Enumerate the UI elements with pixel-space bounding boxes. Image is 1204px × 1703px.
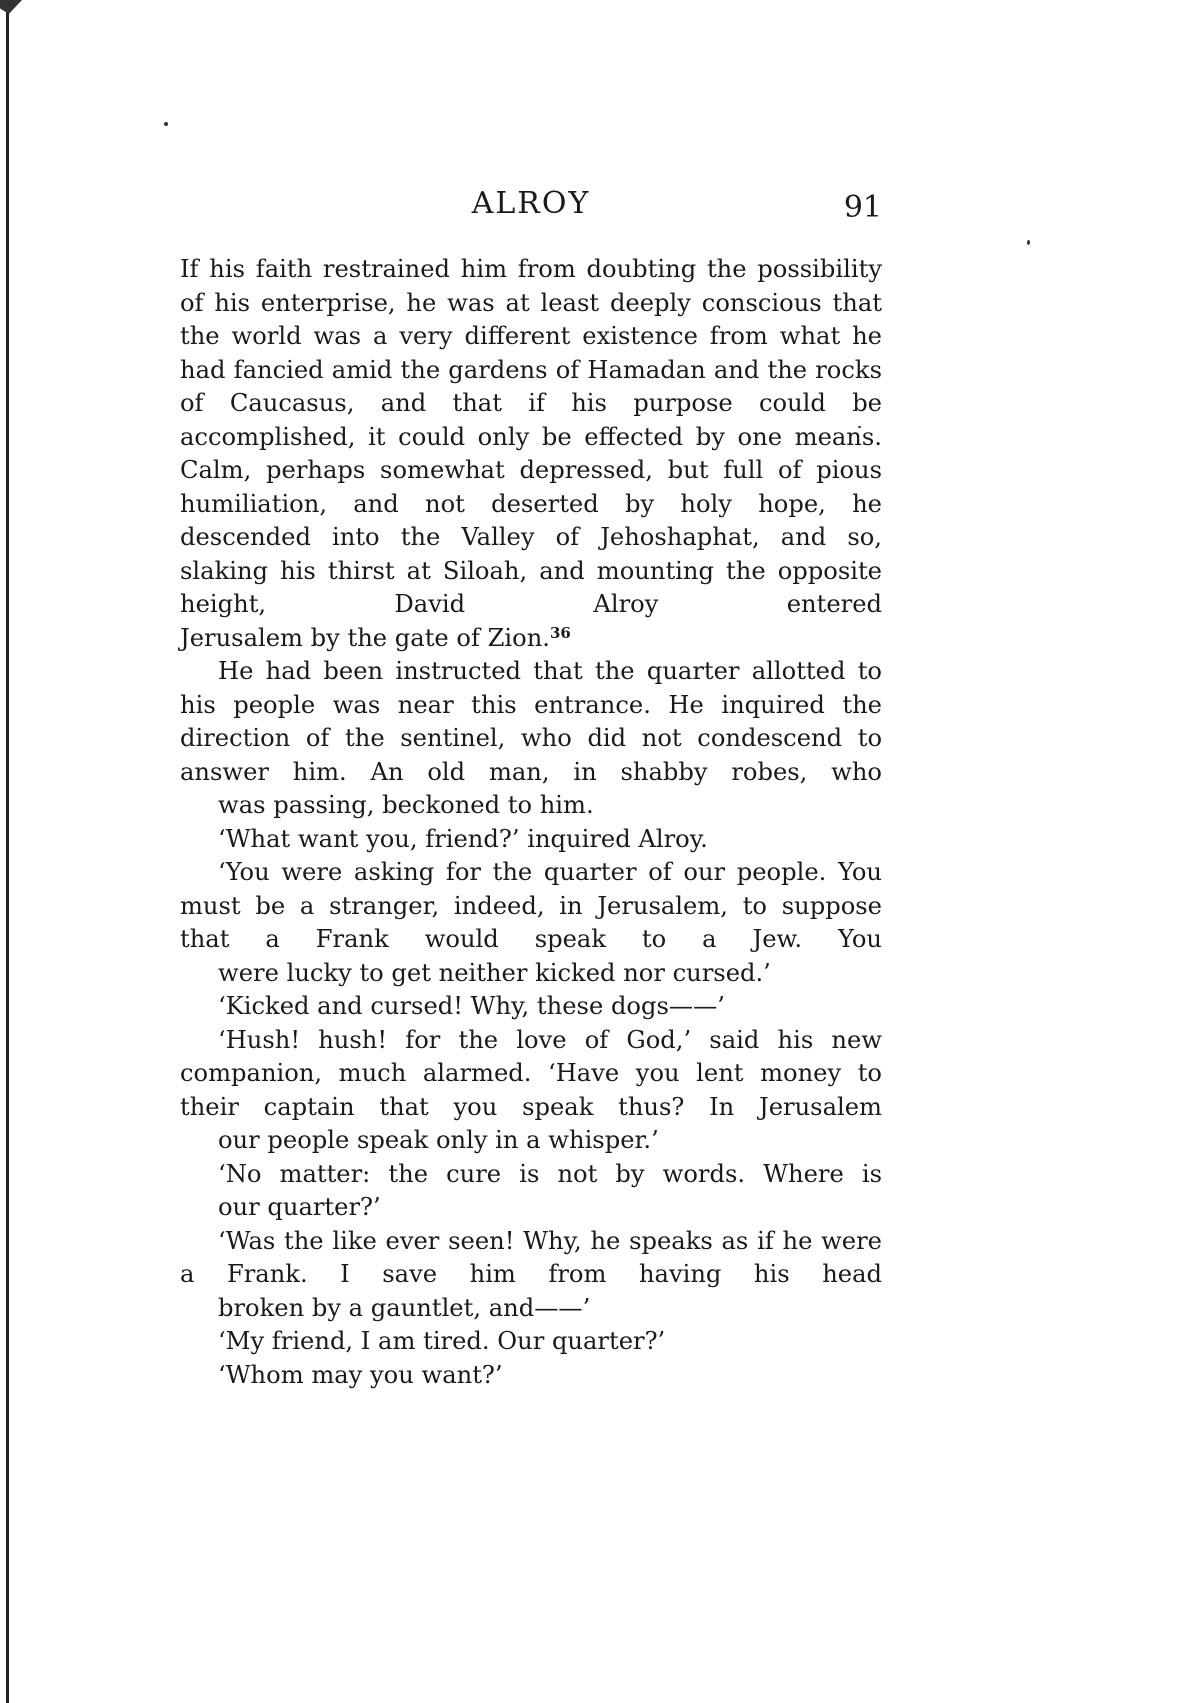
- paragraph-last-line: ‘What want you, friend?’ inquired Alroy.: [218, 824, 708, 853]
- paragraph: [180, 1158, 882, 1225]
- paragraph-text: ‘You were asking for the quarter of our people. You must be a stranger, indeed, in Jerusalem, to suppose that a Frank would speak to a Jew. You: [180, 858, 882, 953]
- paragraph-last-line: ‘Whom may you want?’: [218, 1360, 503, 1389]
- ink-speck: [164, 122, 168, 126]
- footnote-reference: 36: [550, 623, 571, 642]
- paragraph: [180, 1325, 882, 1359]
- paragraph-text: He had been instructed that the quarter allotted to his people was near this entrance. He inquired the direction of the sentinel, who did not condescend to answer him. An old man, in shabby robes, who: [180, 657, 882, 786]
- paragraph: [180, 856, 882, 990]
- paragraph-last-line: our quarter?’: [218, 1193, 381, 1221]
- paragraph: [180, 1225, 882, 1326]
- body-text: [180, 253, 882, 1392]
- paragraph-last-line: were lucky to get neither kicked nor cursed.’: [218, 958, 771, 987]
- paragraph-last-line: broken by a gauntlet, and——’: [218, 1293, 591, 1322]
- paragraph: [180, 655, 882, 823]
- paragraph-text: If his faith restrained him from doubting the possibility of his enterprise, he was at least deeply conscious that the world was a very different existence from what he had fancied amid the gardens of Hamadan and the rocks of Caucasus, and that if his purpose could be accomplished, it could only be effected by one means. Calm, perhaps somewhat depressed, but full of pious humiliation, and not deserted by holy hope, he descended into the Valley of Jehoshaphat, and so, slaking his thirst at Siloah, and mounting the opposite height, David Alroy entered: [180, 255, 882, 618]
- paragraph: [180, 253, 882, 655]
- paragraph-last-line: ‘My friend, I am tired. Our quarter?’: [218, 1327, 666, 1355]
- paragraph-text: ‘No matter: the cure is not by words. Where is: [218, 1159, 882, 1188]
- spine-corner-mark: [0, 0, 22, 14]
- paragraph-text: ‘Was the like ever seen! Why, he speaks as if he were a Frank. I save him from having his head: [180, 1226, 882, 1288]
- paragraph-last-line-text: Jerusalem by the gate of Zion.: [180, 623, 550, 652]
- paragraph: [180, 1024, 882, 1158]
- paragraph-last-line: [180, 622, 882, 656]
- paragraph-last-line: ‘Kicked and cursed! Why, these dogs——’: [218, 992, 725, 1020]
- page-number: 91: [843, 190, 882, 225]
- paragraph: [180, 823, 882, 857]
- paragraph: [180, 990, 882, 1024]
- paragraph-last-line: was passing, beckoned to him.: [218, 791, 594, 819]
- page-header: [180, 186, 882, 226]
- paragraph: [180, 1359, 882, 1393]
- ink-speck: [1027, 240, 1030, 245]
- paragraph-last-line: our people speak only in a whisper.’: [218, 1126, 659, 1154]
- running-title: ALROY: [471, 186, 591, 221]
- paragraph-text: ‘Hush! hush! for the love of God,’ said his new companion, much alarmed. ‘Have you lent money to their captain that you speak thus? In Jerusalem: [180, 1025, 882, 1121]
- page-spine-edge: [6, 0, 9, 1703]
